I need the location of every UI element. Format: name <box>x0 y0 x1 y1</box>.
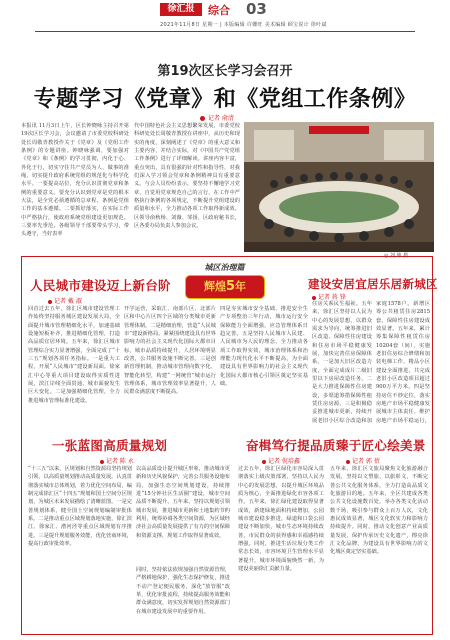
article-4-col-1-text: 过去五年，徐汇区绿化市容局深入贯彻落实上级决策部署，坚持以人民为中心的发展思想，以提升城区环境品质为核心，全面推进绿化市容各项工作。五年来，徐汇绿化建设取得显著成效，新建绿地面积持续增加，公园城市建设稳步推进，绿道和口袋公园建设不断加快，城市生态环境持续改善，市民群众的获得感和幸福感持续增强。 <box>238 466 324 548</box>
article-5-byline-text: 记者 郭 蓓 <box>352 458 380 465</box>
meeting-photo <box>244 122 434 252</box>
byline-dot-icon <box>48 300 52 304</box>
badge-main-text: 辉煌 <box>203 280 226 293</box>
article-2-title: 建设安居宜居乐居新城区 <box>308 277 438 291</box>
article-4-byline <box>262 456 300 465</box>
badge-main <box>185 275 265 299</box>
article-3-col-1-text: “十三五”以来，区规划和自然资源局坚持规划引领，以高质量规划推动高质量发展。认真贯彻落实城市总体规划，着力优化空间布局，编制完成徐汇区“十四五”规划和国土空间分区规划，为城区未来发展描绘了清晰蓝图。一是完善规划体系，健全国土空间规划编制审批体系。二是推动重点区域规划落地实施，徐汇滨江、徐家汇、漕河泾等重点区域规划有序推进。三是提升规划服务效能，优化营商环境，提高行政审批效率。 <box>28 466 132 548</box>
main-col-1-text: 本报讯 11月3日上午，区长钟晓咏主持召开第19次区长学习会，会议邀请了市委党校科研处处长周敬青教授作关于《党章》及《党组工作条例》的专题讲座。钟晓咏强调，要加强对《党章》和《条例》的学习贯彻，内化于心、外化于行，切实守住共产党员为人、做事的准绳，切实提升政府系统党组的规范化与科学化水平。一要提高站位，充分认识贯彻党章和条例的重要意义。要充分认识到党章是党的根本大法，是全党必须遵循的总章程，条例是党组工作的基本遵循。二要抓好落实，在实际工作中严格执行，使政府系统党组建设更加规范。三要率先垂范，各级领导干部要带头学习，带头遵守，当好表率 <box>21 123 129 238</box>
article-4-byline-text: 记者 倪培鑫 <box>268 458 300 465</box>
article-3-col-2 <box>136 465 230 565</box>
photo-caption: ◎ 刘 坤 摄 <box>384 253 409 259</box>
article-1-title: 人民城市建设迈上新台阶 <box>30 278 171 293</box>
article-1-col-2-text: 开学运营，采取汇、南部片区、北部片区和中心片区四个区域的分类城市更新管理体制。二是精细治理，营造“人民城市”建设新格局。紧紧围绕建设具有世界影响力的社会主义现代化国际大都市目标，城市品质持续提升，人居环境明显改善，公共服务设施不断完善。三是创新管理机制，推动城市管理向数字化、智能化转型，构建“一网统管”城市运行管理体系，城市管理效率显著提升，人民群众满意度不断提高。 <box>124 306 216 396</box>
article-2-col-2-text: 家庭1578户。新增区筹公共租赁住房2815套，保障性住房建设成效显著。五年来，累计筹集保障性租赁住房10204套（间），实施老旧住房综合修缮和加装电梯工作，精品小区建设全面推进，共完成老旧小区改造项目超过900万平方米。四是坚持房住不炒定位，落实房地产市场平稳健康发展城市主体责任，维护房地产市场平稳运行， <box>376 301 430 424</box>
article-4-col-2-text: 同时，推进生活垃圾分类工作常态长效，市容环境卫生管理水平显著提升，城市环境面貌焕然一新，为建设美丽徐汇贡献力量。 <box>238 541 324 573</box>
main-byline <box>200 113 234 122</box>
badge-top-text: 城区治理篇 <box>204 263 245 272</box>
article-3-col-3-text: 同时，坚持依法依规加强自然资源管理，严格耕地保护，强化生态保护修复，推进不动产登记便民服务，深化“放管服”改革，优化审批流程，持续提高服务效能和群众满意度，切实发挥规划自然资源部门在城市建设发展中的重要作用。 <box>136 567 230 615</box>
article-3-col-3 <box>136 566 230 630</box>
main-byline-text: 记者 俞清 <box>208 115 234 122</box>
byline-dot-icon <box>346 460 350 464</box>
article-2-col-1-text: 住房关系民生福祉。五年来，徐汇区坚持以人民为中心的发展思想，以群众需求为导向，统筹推进旧区改造、保障性住房建设和住房市场平稳健康发展，加快完善住房保障体系。一是加大旧区改造力度，全面完成成片二级旧里以下房屋改造任务。二是大力推进保障性住房建设，多渠道筹措保障性租赁住房房源。三是积极稳妥推进城市更新，持续开展老旧小区综合改造和加 <box>312 301 372 424</box>
article-5-byline <box>346 456 380 465</box>
byline-dot-icon <box>312 296 316 300</box>
article-1-col-2 <box>124 305 216 423</box>
meeting-photo-image <box>244 122 434 252</box>
badge-suffix: 年 <box>235 280 247 293</box>
main-kicker: 第19次区长学习会召开 <box>157 64 293 79</box>
article-5-col-2-text: 同时，推动文化创意产业高质量发展，保护传承历史文化遗产，擦亮徐汇文化品牌，为建设具有世界影响力的文化城区奠定坚实基础。 <box>330 524 428 556</box>
article-1-byline <box>48 296 82 305</box>
masthead-meta: 2021年11月8日 星期一 | 本版编辑 许姗旺 美术编辑 顾宝说计 徐叶斌 <box>160 22 327 28</box>
article-3-byline-text: 记者 陈 永 <box>106 458 134 465</box>
main-col-2 <box>134 122 240 252</box>
article-5-col-1 <box>330 465 428 630</box>
article-1-byline-text: 记者 戴 淑 <box>54 298 82 305</box>
masthead-brand: 徐汇报 <box>160 3 202 16</box>
masthead-section: 综合 <box>208 4 230 17</box>
article-3-col-1 <box>28 465 132 630</box>
article-4-col-1 <box>238 465 324 630</box>
article-2-col-2 <box>376 300 430 425</box>
article-1-col-1 <box>28 305 120 423</box>
article-5-col-1-text: 五年来，徐汇区文旅局聚焦文化旅游融合发展，坚持以文塑旅、以旅彰文，不断完善公共文化服务体系，全力打造高品质文化旅游目的地。五年来，全区共建成各类公共文化设施数百处，举办各类文化活动数千场，吸引参与群众上百万人次，文化惠民成效显著，城区文化软实力和影响力持续提升。 <box>330 466 428 531</box>
article-3-col-2-text: 以高品质设计提升城区形象，推动城市更新和历史风貌保护，完善公共服务设施布局，加强生态空间规划建设，持续推进“15分钟社区生活圈”建设，城市空间品质不断提升。五年来，坚持以规划引领城市发展，推进城市更新和土地集约节约利用，统筹协调各类空间资源，为区域经济社会高质量发展提供了有力的空间保障和资源支撑，规划工作取得显著成效。 <box>136 466 230 539</box>
article-3-byline <box>100 456 134 465</box>
article-5-title: 臻于匠心绘美景 <box>336 438 426 453</box>
masthead <box>0 0 450 48</box>
article-2-byline-text: 记者 蒋 锋 <box>318 294 346 301</box>
main-col-2-text: 代中国特色社会主义思想繁荣发展，市委党校科研处处长周敬青教授在讲座中，从历史和现实的角度，深刻阐述了《党章》的重大意义和主要内容，并结合实际，对《中国共产党党组工作条例》进行了详细解读。讲座内容丰富，重点突出，具有很强的针对性和指导性，对我们深入学习领会党章和条例精神具有重要意义。与会人员纷纷表示，要坚持不懈地学习党章，自觉用党章规范自己的言行，在工作中严格执行条例的各项规定，不断提升党组建设的质量和水平，全力推动各项工作取得新成效。区领导俞秋杨、刘薇、邹扬，区政府秘书长，区各委办局负责人参加会议。 <box>134 123 240 230</box>
badge-number: 5 <box>225 279 236 294</box>
byline-dot-icon <box>200 116 205 121</box>
article-2-col-1 <box>312 300 372 425</box>
byline-dot-icon <box>100 460 104 464</box>
masthead-page-number: 03 <box>246 0 267 18</box>
masthead-rule <box>35 31 415 32</box>
article-4-title: 奋楫笃行提品质 <box>246 438 336 453</box>
main-headline: 专题学习《党章》和《党组工作条例》 <box>33 86 417 112</box>
article-1-col-3 <box>220 305 308 423</box>
main-col-1 <box>21 122 129 252</box>
article-1-col-3-text: 四是夯实城市安全基础，推进安全生产专项整治三年行动，城市运行安全保障能力全面增强，应急管理体系日趋完善。五是坚持人民城市人民建、人民城市为人民的理念，全力推动各项工作取得实效，城市治理体系和治理能力现代化水平不断提高，为全面建设具有世界影响力的社会主义现代化国际大都市核心引领区奠定坚实基础。 <box>220 306 308 388</box>
article-1-col-1-text: 回首过去五年，徐汇区城市建设管理工作始终坚持服务城区建设发展大局，全面提升城市管理精细化水平，加速基础设施短板补齐，推进精细化管理，打造高品质宜居环境。五年来，徐汇区城市管理综合实力显著增强，全面完成了“十三五”规划各项任务指标。一是重大工程，开展“人民城市”建设新局面。徐家汇中心等重大项目建设取得实质性进展，滨江岸线全面贯通，城市面貌发生巨大变化。二是加强精细化管理，全力推进城市管理标准化建设。 <box>28 306 120 404</box>
byline-dot-icon <box>262 460 266 464</box>
article-3-title: 一张蓝图高质量规划 <box>52 438 168 453</box>
